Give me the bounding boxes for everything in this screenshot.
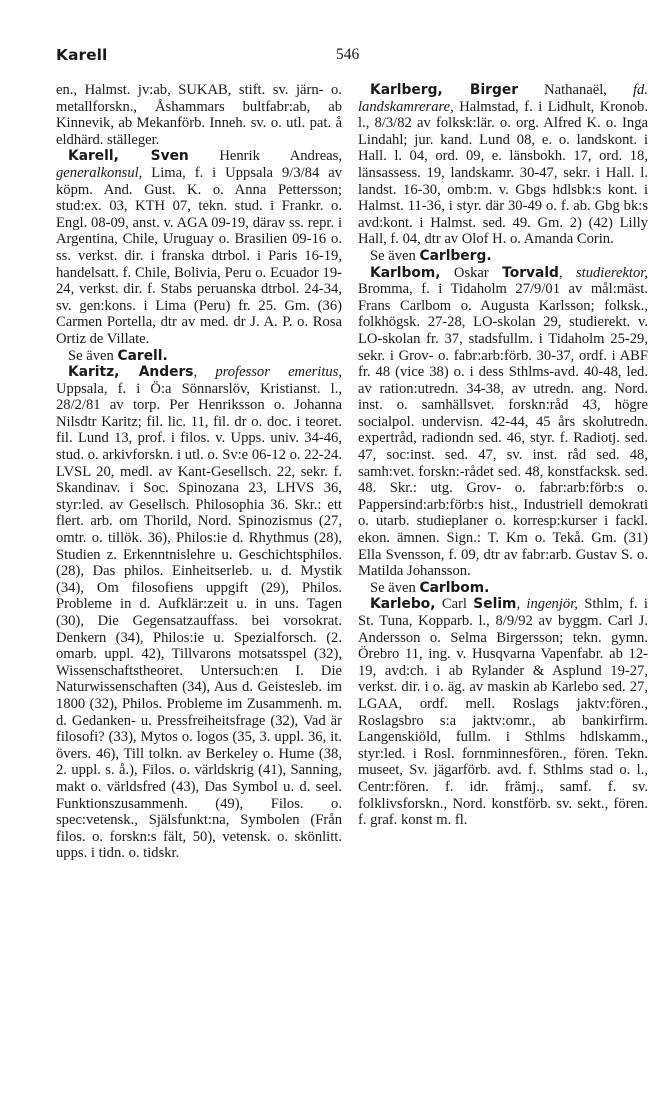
see-also-prefix: Se även [68, 347, 118, 364]
entry-title: , ingenjör, [516, 596, 578, 613]
entry-karlebo-carl [358, 596, 648, 828]
entry-karitz-anders [56, 364, 342, 862]
entry-text: Sthlm, f. i St. Tuna, Kopparb. l., 8/9/92 av byggm. Carl J. Andersson o. Selma Birgersson; tekn. gymn. Örebro 11, ing. v. Husqvarna Vapenfabr. ab 12-19, avd:ch. i ab Rylander & Asplund 19-27, verkst. dir. i o. äg. av maskin ab Karlebo sed. 27, LGAA, ordf. mell. Roslags jaktv:fören., Roslagsbro s:a jaktv:omr., ab bankirfirm. Langenskiöld, fullm. i Sthlms hdlskamm., styr:led. i Rosl. fornminnesfören., fören. Tekn. museet, Sv. jägarförb. avd. f. Sthlms stad o. l., Centr:fören. f. idr. främj., samf. f. sv. folklivsforskn., Nord. konstförb. sv. sekt., fören. f. graf. konst m. fl. [358, 596, 648, 829]
entry-called-name: Selim [473, 596, 517, 613]
entry-name: Karlebo, [370, 596, 436, 613]
entry-name: Karlberg, Birger [370, 82, 519, 98]
entry-title: generalkonsul, [56, 164, 143, 181]
see-also-ref: Carlbom. [419, 579, 490, 596]
entry-text: Bromma, f. i Tidaholm 27/9/01 av mål:mäst. Frans Carlbom o. Augusta Karlsson; folksk., folkhögsk. 27-28, LO-skolan 29, studierekt. v. LO-skolan fr. 37, stadsfullm. i Tidaholm 25-29, sekr. i Grov- o. fabr:arb:förb. 30-37, ordf. i ABF fr. 48 (vice 38) o. i dess Sthlms-avd. 40-48, led. av ration:utredn. 34-38, av utredn. ang. Nord. inst. o. samhällsvet. forskn:råd 43, högre socialpol. undervisn. 42-44, 45 års skolutredn. expertråd, radiondn sed. 46, styr. f. Radiotj. sed. 47, soc:inst. sed. 47, sv. inst. råd sed. 48, samh:vet. forskn:-rådet sed. 48, konstfacksk. sed. 48. Skr.: utg. Grov- o. fabr:arb:förb:s o. Pappersind:arb:förb:s hist., Industriell demokrati o. utarb. studieplaner o. korresp:kurser i fackl. ekon. ämnen. Sign.: T. Km o. Tekå. Gm. (31) Ella Svensson, f. 09, dtr av fabr:arb. Gustav S. o. Matilda Johansson. [358, 281, 648, 580]
entry-text: en., Halmst. jv:ab, SUKAB, stift. sv. järn- o. metallforskn., Åshammars bultfabr:ab, ab Kinnevik, ab Mekanförb. Inneh. sv. o. utl. pat. å eldhärd. ställeger. [56, 82, 342, 148]
left-column [56, 82, 342, 862]
page-number: 546 [336, 46, 360, 63]
entry-karell-sven [56, 148, 342, 347]
entry-given-names: Nathanaël, [518, 82, 633, 98]
right-column [358, 82, 648, 829]
see-also-prefix: Se även [370, 247, 420, 264]
see-also-ref: Carell. [117, 347, 168, 364]
entry-title: , studierektor, [558, 264, 648, 281]
entry-name: Karlbom, [370, 264, 441, 281]
entry-name: Karell, Sven [68, 148, 189, 165]
entry-continuation [56, 82, 342, 148]
entry-given-names: Oskar [440, 264, 503, 281]
entry-given-names: Henrik Andreas, [188, 148, 342, 165]
see-also-carlbom [358, 580, 648, 597]
entry-given-names: , [193, 364, 216, 381]
entry-karlbom-oskar [358, 265, 648, 580]
see-also-carell [56, 348, 342, 365]
see-also-ref: Carlberg. [419, 247, 492, 264]
entry-called-name: Torvald [502, 264, 559, 281]
entry-name: Karitz, Anders [68, 364, 194, 381]
entry-karlberg-birger [358, 82, 648, 248]
see-also-prefix: Se även [370, 579, 420, 596]
entry-title: fd. landskamrerare, [358, 82, 648, 115]
running-head: Karell [56, 46, 108, 64]
entry-given-names: Carl [435, 596, 474, 613]
running-header [56, 46, 624, 66]
entry-title: professor emeritus, [215, 364, 342, 381]
entry-text: Lima, f. i Uppsala 9/3/84 av köpm. And. Gust. K. o. Anna Pettersson; stud:ex. 03, KTH 07, tekn. stud. i Frankr. o. Engl. 08-09, anst. v. AGA 09-19, därav ss. repr. i Argentina, Chile, Uruguay o. Brasilien 09-16 o. ss. verkst. dir. i franska dtrbol. i Paris 16-19, handelsatt. f. Chile, Bolivia, Peru o. Ecuador 19-24, verkst. dir. f. Stabs peruanska dtrbol. 24-34, sv. gen:kons. i Lima (Peru) fr. 25. Gm. (36) Carmen Portella, dtr av med. dr J. A. P. o. Rosa Ortiz de Villate. [56, 164, 342, 347]
see-also-carlberg [358, 248, 648, 265]
entry-text: Uppsala, f. i Ö:a Sönnarslöv, Kristianst. l., 28/2/81 av torp. Per Henriksson o. Johanna Nilsdtr Karitz; fil. lic. 11, fil. dr o. doc. i teoret. fil. Lund 13, prof. i filos. v. Upps. univ. 34-46, stud. o. arkivforskn. i utl. o. Sv:e 06-12 o. 22-24. LVSL 20, medl. av Kant-Gesellsch. 22, sekr. f. Skandinav. i Soc. Spinozana 23, LHVS 36, styr:led. av Gesellsch. Philosophia 36. Skr.: ett flert. arb. om Thorild, Nord. Spinozismus (27, omtr. o. tillök. 36), Philos:ie d. Rhythmus (28), Studien z. Erkenntnislehre u. Geschichtsphilos. (28), Das philos. Einheitserleb. u. d. Mystik (34), Om filosofiens uppgift (29), Philos. Probleme in d. Aufklär:zeit u. in uns. Tagen (30), Die Gegensatzauffass. bei vorsokrat. Denkern (34), Philos:ie u. Spezialforsch. (2. omarb. uppl. 42), Tillvarons motsatsspel (32), Wissenschaftstheoret. Untersuch:en I. Die Naturwissenschaften (34), Aus d. Geistesleb. im 1800 (32), Philos. Probleme im Zusammenh. m. d. Gedanken- u. Pressfreiheitsfrage (32), Vad är filosofi? (33), Mytos o. logos (35, 3. uppl. 36, it. övers. 46), Till tolkn. av Berkeley o. Hume (38, 2. uppl. s. å.), Filos. o. världskrig (41), Sanning, makt o. världsfred (43), Das Symbol u. d. seel. Funktionszusammenh. (49), Filos. o. spec:vetensk., Själsfunkt:na, Symbolen (Från filos. o. forskn:s fält, 50), vetensk. o. skönlitt. upps. i tidn. o. tidskr. [56, 380, 342, 862]
entry-text: Halmstad, f. i Lidhult, Kronob. l., 8/3/82 av folksk:lär. o. org. Alfred K. o. Inga Lindahl; jur. kand. Lund 08, e. o. landskont. i Hall. l. 04, ord. 09, e. länsbokh. 17, ord. 18, länsassess. 19, landskamr. 30-47, sekr. i Hall. l. landst. 16-30, omb:m. v. Gbgs hdlsbk:s kont. i Halmst. 11-36, i styr. där 30-49 o. f. ab. Gbg bk:s avd:kont. i Halmst. sed. 49. Gm. 2) (42) Lilly Hall, f. 04, dtr av Olof H. o. Amanda Corin. [358, 98, 648, 248]
